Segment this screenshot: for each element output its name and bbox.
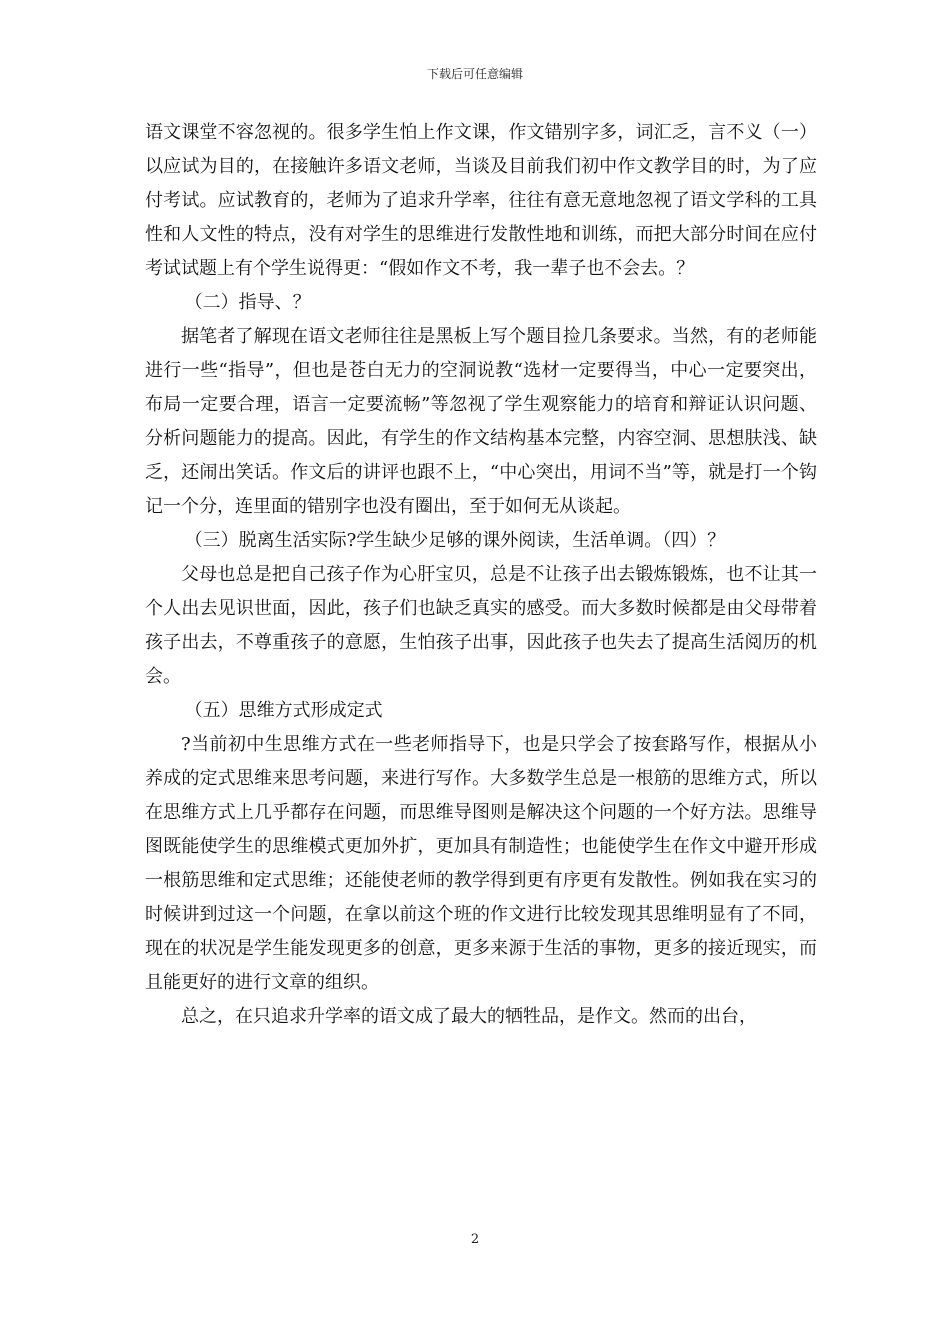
text-line: 心一定要突出，布局一定要合理，语言一定要流畅”等忽视了学生观察能力的 [145, 360, 818, 415]
text-line: 了提高生活阅历的机会。 [145, 632, 818, 687]
text-line: （二）指导、？ [184, 292, 311, 313]
text-line: 总之，在只追求升学率的语文成了最大的牺牲品，是作文。然而的出台， [181, 1006, 757, 1027]
text-line: 至于如何无从谈起。 [469, 496, 631, 517]
paragraph-5 [145, 558, 817, 694]
paragraph-8 [145, 1000, 817, 1034]
text-line: 整，内容空洞、思想肤浅、缺乏，还闹出笑话。作文后的讲评也跟不上，“中 [145, 428, 817, 483]
text-line: 父母也总是把自己孩子作为心肝宝贝，总是不让孩子出去锻炼锻炼，也不 [181, 564, 763, 585]
paragraph-3 [145, 320, 817, 524]
section-heading-3 [145, 524, 817, 558]
body-text [145, 116, 817, 1034]
text-line: 视了语文学科的工具性和人文性的特点，没有对学生的思维进行发散性地和训 [145, 190, 818, 245]
text-line: 据笔者了解现在语文老师往往是黑板上写个题目捡几条要求。当然，有的 [181, 326, 763, 347]
text-line: 是由父母带着孩子出去，不尊重孩子的意愿，生怕孩子出事，因此孩子也失去 [145, 598, 818, 653]
text-line: 辈子也不会去。？ [550, 258, 695, 279]
text-line: 序更有发散性。例如我在实习的时候讲到过这一个问题，在拿以前这个班的作 [145, 870, 818, 925]
text-line: 语文课堂不容忽视的。很多学生怕上作文课，作文错别字多，词汇乏，言不义 [145, 122, 763, 143]
section-heading-5 [145, 694, 817, 728]
text-line: 方式，所以在思维方式上几乎都存在问题，而思维导图则是解决这个问题的一 [145, 768, 818, 823]
paragraph-7 [145, 728, 817, 1000]
text-line: 使学生在作文中避开形成一根筋思维和定式思维；还能使老师的教学得到更有 [145, 836, 818, 891]
page-number: 2 [470, 1232, 480, 1247]
text-line: 的时，为了应付考试。应试教育的，老师为了追求升学率，往往有意无意地忽 [145, 156, 818, 211]
text-line: 心突出，用词不当”等，就是打一个钩记一个分，连里面的错别字也没有圈出， [145, 462, 817, 517]
section-heading-2 [145, 286, 817, 320]
text-line: 培育和辩证认识问题、分析问题能力的提高。因此，有学生的作文结构基本完 [145, 394, 817, 449]
text-line: ?当前初中生思维方式在一些老师指导下，也是只学会了按套路写作，根据 [181, 734, 781, 755]
text-line: 老师能进行一些“指导”，但也是苍白无力的空洞说教“选材一定要得当，中 [145, 326, 818, 381]
text-line: 更多来源于生活的事物，更多的接近现实，而且能更好的进行文章的组织。 [145, 938, 818, 993]
paragraph-1 [145, 116, 817, 286]
text-line: 练，而把大部分时间在应付考试试题上有个学生说得更：“假如作文不考，我一 [145, 224, 818, 279]
text-line: 让其一个人出去见识世面，因此，孩子们也缺乏真实的感受。而大多数时候都 [145, 564, 818, 619]
page-header: 下载后可任意编辑 [426, 67, 523, 81]
text-line: （五）思维方式形成定式 [184, 700, 383, 721]
text-line: 个好方法。思维导图既能使学生的思维模式更加外扩，更加具有制造性；也能 [145, 802, 818, 857]
text-line: （三）脱离生活实际?学生缺少足够的课外阅读，生活单调。（四）？ [184, 530, 726, 551]
text-line: 文进行比较发现其思维明显有了不同，现在的状况是学生能发现更多的创意， [145, 904, 818, 959]
text-line: 从小养成的定式思维来思考问题，来进行写作。大多数学生总是一根筋的思维 [145, 734, 817, 789]
text-line: （一）以应试为目的，在接触许多语文老师，当谈及目前我们初中作文教学目 [145, 122, 818, 177]
